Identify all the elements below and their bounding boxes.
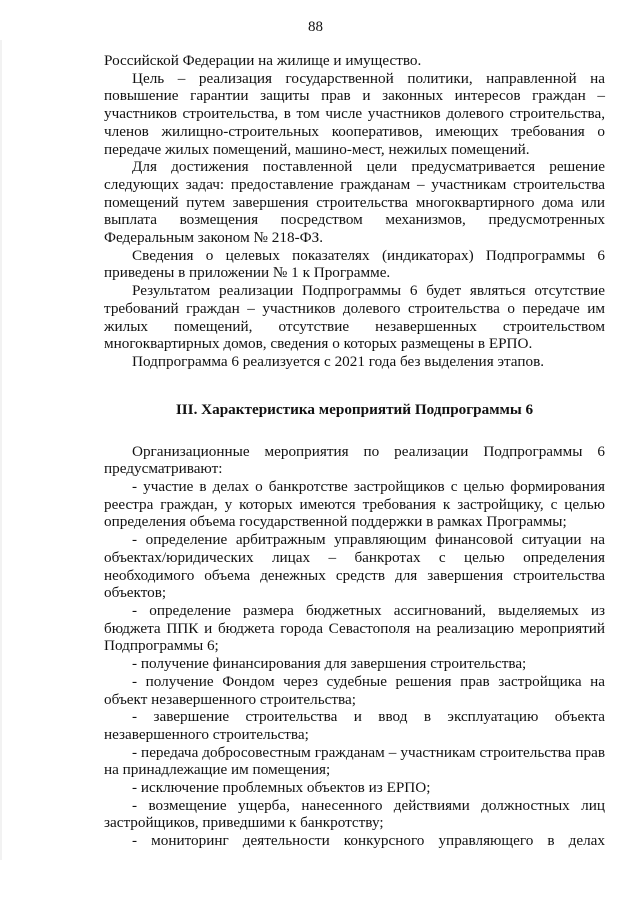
page-number: 88 xyxy=(308,19,323,35)
paragraph: Сведения о целевых показателях (индикаторах) Подпрограммы 6 приведены в приложении № 1 к Программе. xyxy=(104,246,605,282)
list-paragraph: - исключение проблемных объектов из ЕРПО; xyxy=(132,779,431,797)
paragraph: Результатом реализации Подпрограммы 6 будет являться отсутствие требований граждан – участников долевого строительства о передаче им жилых помещений, отсутствие незавершенных строительством многоквартирных домов, сведения о которых размещены в ЕРПО. xyxy=(104,282,605,353)
list-paragraph: - завершение строительства и ввод в эксплуатацию объекта незавершенного строительства; xyxy=(104,708,605,743)
list-paragraph: - возмещение ущерба, нанесенного действиями должностных лиц застройщиков, приведшими к банкротству; xyxy=(104,796,605,832)
paragraph: Подпрограмма 6 реализуется с 2021 года без выделения этапов. xyxy=(132,352,545,370)
section-body xyxy=(104,443,605,850)
list-paragraph: Организационные мероприятия по реализации Подпрограммы 6 предусматривают: xyxy=(104,442,605,478)
paragraph: Для достижения поставленной цели предусматривается решение следующих задач: предоставление гражданам – участникам строительства помещений путем завершения строительства многоквартирного дома или выплата возмещения посредством механизмов, предусмотренных Федеральным законом № 218-ФЗ. xyxy=(104,158,605,247)
document-body xyxy=(104,52,605,850)
list-paragraph: - определение размера бюджетных ассигнований, выделяемых из бюджета ППК и бюджета города Севастополя на реализацию мероприятий Подпрограммы 6; xyxy=(104,601,605,655)
list-paragraph: - получение финансирования для завершения строительства; xyxy=(132,655,527,673)
paragraph: Цель – реализация государственной политики, направленной на повышение гарантии защиты прав и законных интересов граждан – участников строительства, в том числе участников долевого строительства, членов жилищно-строительных кооперативов, имеющих требования о передаче жилых помещений, машино-мест, нежилых помещений. xyxy=(104,69,605,158)
paragraph: Российской Федерации на жилище и имущество. xyxy=(104,52,422,69)
list-paragraph: - мониторинг деятельности конкурсного управляющего в делах xyxy=(132,832,605,850)
intro-section xyxy=(104,52,605,371)
scan-edge xyxy=(0,40,2,860)
list-paragraph: - передача добросовестным гражданам – участникам строительства прав на принадлежащие им помещения; xyxy=(104,743,605,779)
section-heading: III. Характеристика мероприятий Подпрограммы 6 xyxy=(175,400,534,418)
list-paragraph: - участие в делах о банкротстве застройщиков с целью формирования реестра граждан, у которых имеются требования к застройщику, с целью определения объема государственной поддержки в рамках Программы; xyxy=(104,478,605,531)
list-paragraph: - определение арбитражным управляющим финансовой ситуации на объектах/юридических лицах – банкротах с целью определения необходимого объема денежных средств для завершения строительства объектов; xyxy=(104,531,605,602)
list-paragraph: - получение Фондом через судебные решения прав застройщика на объект незавершенного строительства; xyxy=(104,672,605,708)
